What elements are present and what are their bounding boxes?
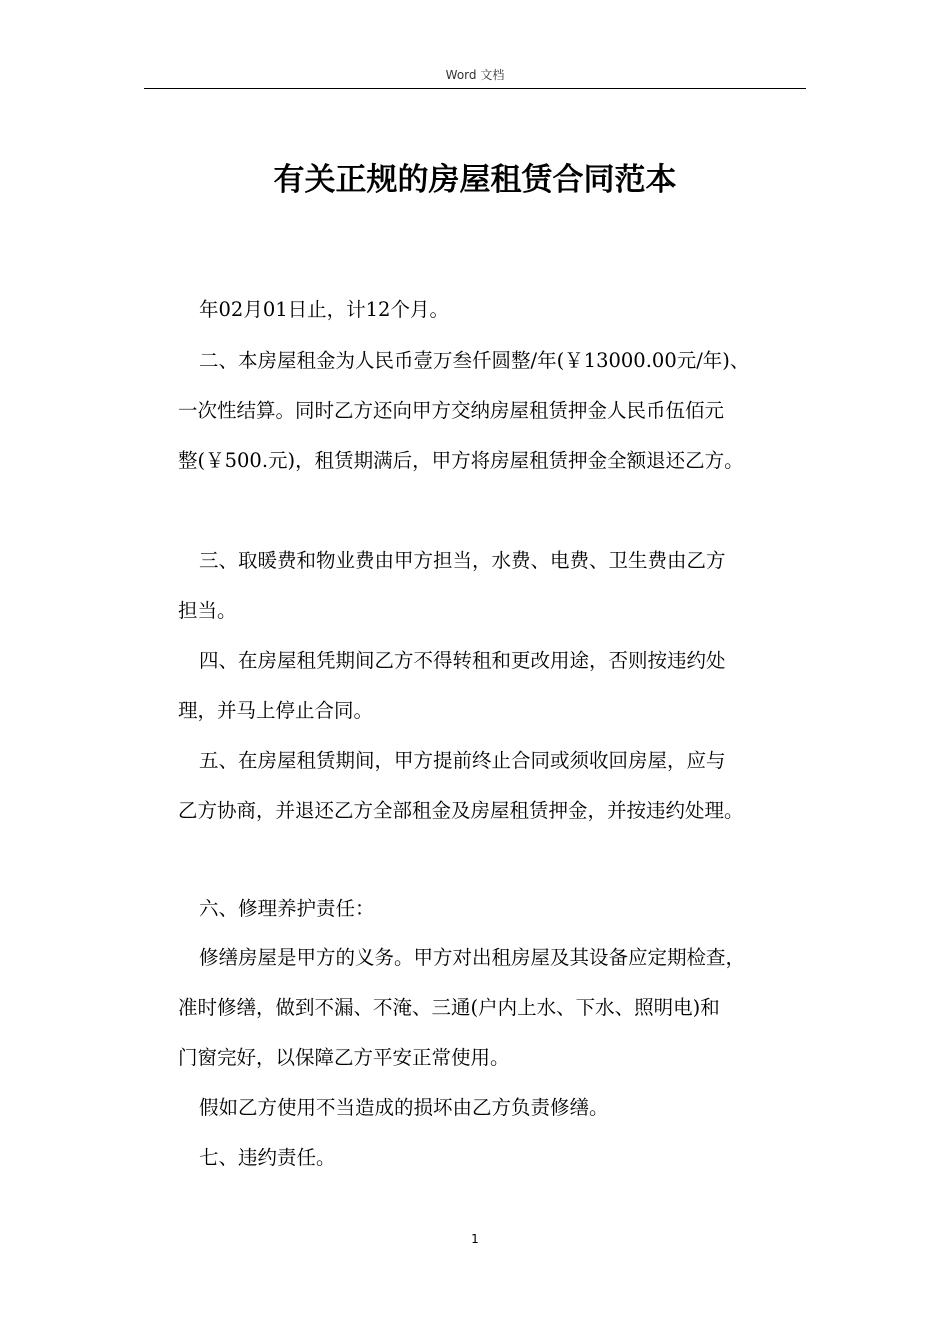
body-line: 七、违约责任。 <box>199 1146 336 1169</box>
body-line: 乙方协商，并退还乙方全部租金及房屋租赁押金，并按违约处理。 <box>178 799 744 822</box>
page-header <box>144 66 806 89</box>
body-line: 理，并马上停止合同。 <box>178 699 374 722</box>
body-line: 准时修缮，做到不漏、不淹、三通(户内上水、下水、照明电)和 <box>178 996 720 1019</box>
body-line: 整(￥500.元)，租赁期满后，甲方将房屋租赁押金全额退还乙方。 <box>178 449 744 472</box>
body-line: 年02月01日止，计12个月。 <box>199 298 449 321</box>
body-line: 门窗完好，以保障乙方平安正常使用。 <box>178 1046 510 1069</box>
body-line: 二、本房屋租金为人民币壹万叁仟圆整/年(￥13000.00元/年)、 <box>199 349 750 372</box>
body-line: 五、在房屋租赁期间，甲方提前终止合同或须收回房屋，应与 <box>199 749 726 772</box>
body-line: 修缮房屋是甲方的义务。甲方对出租房屋及其设备应定期检查， <box>199 946 746 969</box>
page-number: 1 <box>471 1232 479 1246</box>
body-line: 假如乙方使用不当造成的损坏由乙方负责修缮。 <box>199 1096 609 1119</box>
header-text: Word 文档 <box>445 68 505 82</box>
body-line: 担当。 <box>178 599 237 622</box>
document-title: 有关正规的房屋租赁合同范本 <box>273 162 677 198</box>
body-line: 一次性结算。同时乙方还向甲方交纳房屋租赁押金人民币伍佰元 <box>178 399 725 422</box>
body-line: 三、取暖费和物业费由甲方担当，水费、电费、卫生费由乙方 <box>199 549 726 572</box>
body-line: 六、修理养护责任： <box>199 897 375 920</box>
body-line: 四、在房屋租凭期间乙方不得转租和更改用途，否则按违约处 <box>199 649 726 672</box>
